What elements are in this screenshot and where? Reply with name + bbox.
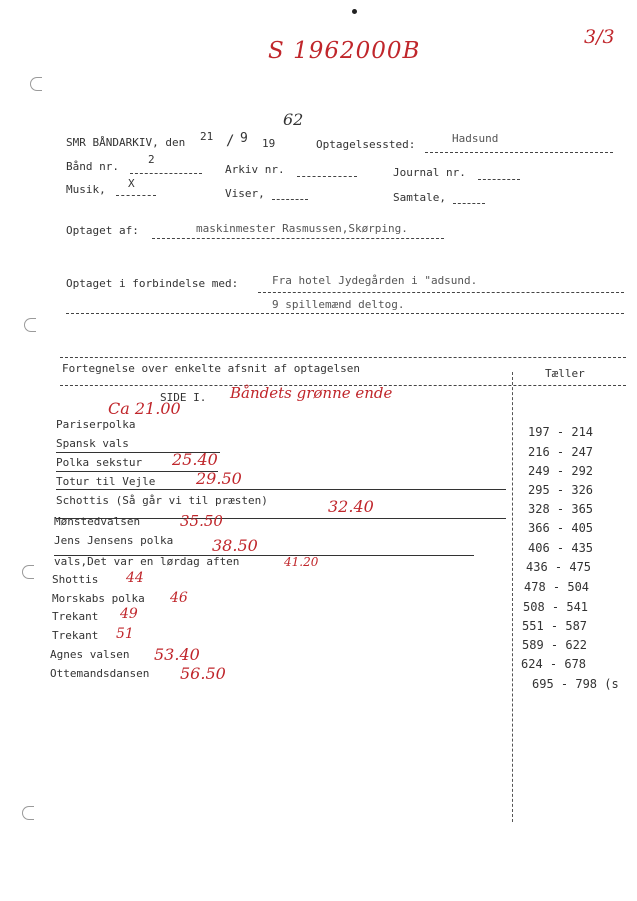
location-value: Hadsund [452,132,499,145]
page-number: 3/3 [584,26,615,48]
viser-label: Viser, [225,187,265,200]
binder-hole-mark [22,806,34,820]
arkiv-line [297,176,357,177]
entry-title: Trekant [52,610,99,623]
entry-title: Pariserpolka [56,418,136,431]
archive-number: S 1962000B [268,38,421,64]
entry-underline [56,489,506,490]
entry-title: Mønstedvalsen [54,515,141,528]
entry-counter: 695 - 798 (s [532,677,619,691]
entry-title: Jens Jensens polka [54,534,174,547]
arkiv-label: Arkiv nr. [225,163,285,176]
entry-counter: 406 - 435 [528,541,594,555]
journal-line [478,179,520,180]
musik-line [116,195,156,196]
entry-title: Schottis (Så går vi til præsten) [56,494,268,507]
start-note: Ca 21.00 [108,399,181,418]
entry-counter: 508 - 541 [523,600,589,614]
entry-time: 41.20 [284,555,319,569]
side-note: Båndets grønne ende [230,384,393,402]
entry-time: 25.40 [172,450,218,469]
entry-time: 46 [170,590,188,606]
archive-label: SMR BÅNDARKIV, den [66,136,186,149]
column-divider [512,372,513,822]
entry-time: 51 [116,626,134,642]
band-line [130,173,202,174]
entry-title: Ottemandsdansen [50,667,150,680]
entry-title: Agnes valsen [50,648,130,661]
entry-counter: 197 - 214 [528,425,594,439]
entry-title: Shottis [52,573,99,586]
band-value: 2 [148,153,155,166]
entry-time: 53.40 [154,645,200,664]
entry-counter: 249 - 292 [528,464,594,478]
recorded-with-line-rule-1 [258,292,624,293]
journal-label: Journal nr. [393,166,466,179]
entry-counter: 295 - 326 [528,483,594,497]
recorded-by-value: maskinmester Rasmussen,Skørping. [196,222,408,235]
entry-counter: 551 - 587 [522,619,588,633]
entry-title: Trekant [52,629,99,642]
location-label: Optagelsessted: [316,138,416,151]
recorded-by-label: Optaget af: [66,224,139,237]
viser-line [272,199,308,200]
entry-time: 32.40 [328,497,374,516]
musik-label: Musik, [66,183,106,196]
date-day: 21 [200,130,214,143]
entry-time: 49 [120,606,138,622]
year-prefix: 19 [262,137,276,150]
entry-time: 29.50 [196,469,242,488]
entry-counter: 589 - 622 [522,638,588,652]
entry-title: Polka sekstur [56,456,143,469]
side-label: SIDE I. [160,391,207,404]
entry-title: Totur til Vejle [56,475,156,488]
recorded-with-line2: 9 spillemænd deltog. [272,298,405,311]
entry-time: 35.50 [180,512,223,530]
recorded-with-line1: Fra hotel Jydegården i "adsund. [272,274,478,287]
entry-time: 44 [126,570,144,586]
band-label: Bånd nr. [66,160,119,173]
table-header-right: Tæller [545,367,585,380]
location-line [425,152,613,153]
entry-title: Spansk vals [56,437,129,450]
recorded-by-line [152,238,444,239]
samtale-label: Samtale, [393,191,446,204]
entry-counter: 216 - 247 [528,445,594,459]
date-month: 9 [240,131,248,146]
entry-counter: 328 - 365 [528,502,594,516]
entry-counter: 624 - 678 [521,657,587,671]
entry-time: 38.50 [212,536,258,555]
samtale-line [453,203,485,204]
year-suffix: 62 [283,110,304,129]
entry-counter: 366 - 405 [528,521,594,535]
entry-title: vals,Det var en lørdag aften [54,555,240,568]
entry-counter: 436 - 475 [526,560,592,574]
entry-counter: 478 - 504 [524,580,590,594]
binder-hole-mark [30,77,42,91]
entry-title: Morskabs polka [52,592,145,605]
table-top-rule [60,357,626,358]
ink-dot [352,9,357,14]
entry-time: 56.50 [180,664,226,683]
recorded-with-label: Optaget i forbindelse med: [66,277,239,290]
binder-hole-mark [24,318,36,332]
entry-underline [56,471,218,472]
binder-hole-mark [22,565,34,579]
recorded-with-line-rule-2 [66,313,624,314]
musik-value: X [128,177,135,190]
table-header-left: Fortegnelse over enkelte afsnit af optagelsen [62,362,361,375]
date-separator: / [226,133,235,149]
